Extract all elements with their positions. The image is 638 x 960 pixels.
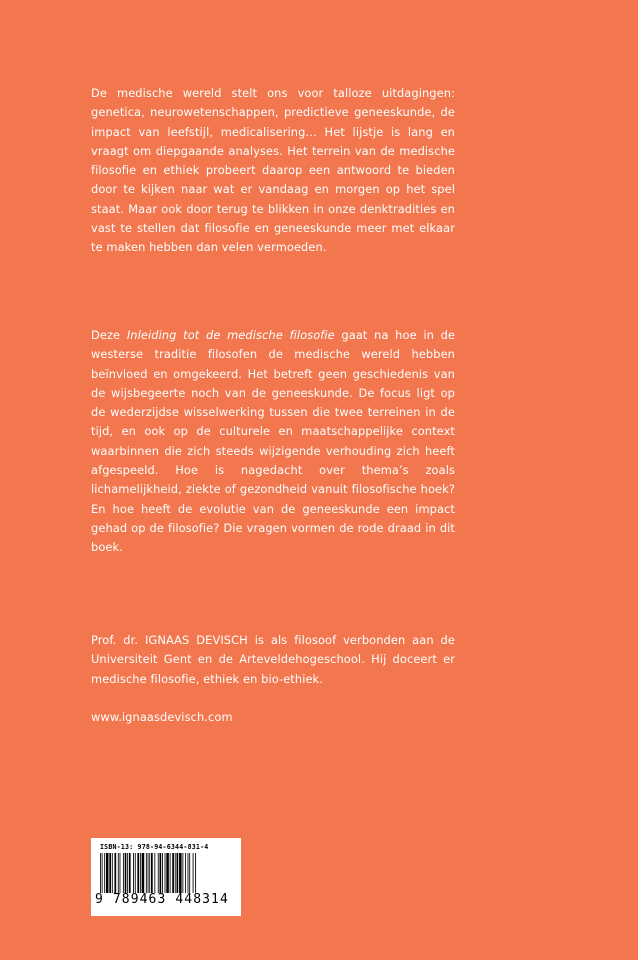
barcode-bar xyxy=(125,853,127,893)
barcode-bar xyxy=(127,853,128,893)
author-bio-paragraph: Prof. dr. IGNAAS DEVISCH is als filosoof verbonden aan de Universiteit Gent en de Arteveldehogeschool. Hij doceert er medische filosofie, ethiek en bio-ethiek. xyxy=(91,633,455,686)
barcode-bar xyxy=(146,853,147,893)
author-website-link[interactable]: www.ignaasdevisch.com xyxy=(91,710,233,724)
barcode-bar xyxy=(185,853,186,893)
barcode-bar xyxy=(140,853,141,893)
barcode-bar xyxy=(182,853,183,893)
barcode-bar xyxy=(177,853,179,893)
description-rest: gaat na hoe in de westerse traditie filosofen de medische wereld hebben beïnvloed en omgekeerd. Het betreft geen geschiedenis van de wijsbegeerte noch van de geneeskunde. De focus ligt op de wederzijdse wisselwerking tussen die twee terreinen in de tijd, en ook op de culturele en maatschappelijke context waarbinnen die zich steeds wijzigende verhouding zich heeft afgespeeld. Hoe is nagedacht over thema’s zoals lichamelijkheid, ziekte of gezondheid vanuit filosofische hoek? En hoe heeft de evolutie van de geneeskunde een impact gehad op de filosofie? Die vragen vormen de rode draad in dit boek. xyxy=(91,328,456,555)
barcode-bar xyxy=(109,853,111,893)
barcode-bar xyxy=(135,853,136,893)
barcode-bar xyxy=(189,853,190,893)
barcode-bar xyxy=(193,853,194,893)
intro-paragraph: De medische wereld stelt ons voor talloze uitdagingen: genetica, neurowetenschappen, predictieve geneeskunde, de impact van leefstijl, medicalisering… Het lijstje is lang en vraagt om diepgaande analyses. Het terrein van de medische filosofie en ethiek probeert daarop een antwoord te bieden door te kijken naar wat er vandaag en morgen op het spel staat. Maar ook door terug te blikken in onze denktradities en vast te stellen dat filosofie en geneeskunde meer met elkaar te maken hebben dan velen vermoeden. xyxy=(91,86,455,255)
isbn-barcode xyxy=(91,838,241,916)
description-lead: Deze xyxy=(91,328,127,342)
barcode-bar xyxy=(118,853,119,893)
barcode-bar xyxy=(166,853,169,893)
barcode-bar xyxy=(165,853,166,893)
barcode-bar xyxy=(149,853,150,893)
barcode-bar xyxy=(114,853,116,893)
barcode-bar xyxy=(188,853,189,893)
book-title-italic: Inleiding tot de medische filosofie xyxy=(126,328,335,342)
barcode-bar xyxy=(175,853,176,893)
barcode-bar xyxy=(137,853,139,893)
barcode-bar xyxy=(172,853,174,893)
barcode-bar xyxy=(106,853,109,893)
barcode-bar xyxy=(170,853,171,893)
book-description-paragraph xyxy=(91,326,455,558)
barcode-bars xyxy=(98,853,234,893)
barcode-bar xyxy=(179,853,182,893)
barcode-bar xyxy=(148,853,149,893)
barcode-bar xyxy=(195,853,196,893)
barcode-bar xyxy=(133,853,134,893)
barcode-number: 9 789463 448314 xyxy=(95,892,229,907)
barcode-bar xyxy=(162,853,163,893)
barcode-bar xyxy=(160,853,162,893)
barcode-bar xyxy=(151,853,153,893)
barcode-bar xyxy=(112,853,113,893)
barcode-bar xyxy=(102,853,103,893)
barcode-bar xyxy=(142,853,145,893)
barcode-bar xyxy=(158,853,159,893)
barcode-bar xyxy=(123,853,124,893)
barcode-bar xyxy=(104,853,105,893)
barcode-bar xyxy=(100,853,101,893)
isbn-label: ISBN-13: 978-94-6344-831-4 xyxy=(100,843,209,851)
barcode-bar xyxy=(154,853,155,893)
barcode-bar xyxy=(129,853,131,893)
barcode-bar xyxy=(120,853,121,893)
